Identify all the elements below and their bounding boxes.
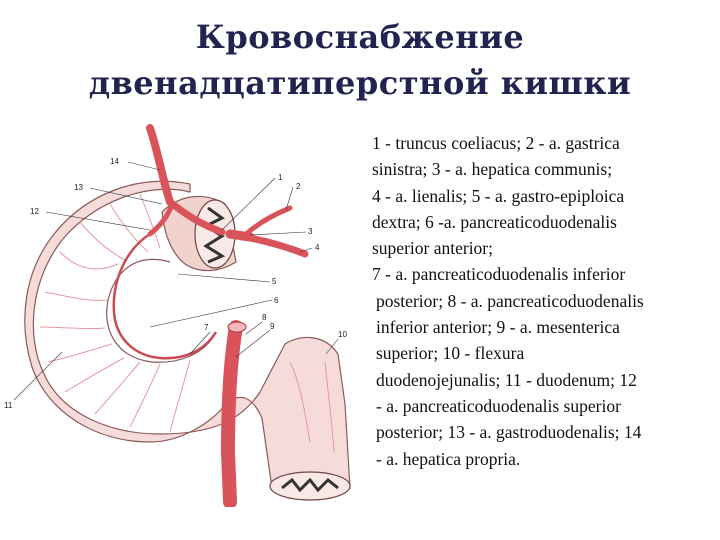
legend-line: - a. hepatica propria. (376, 448, 521, 469)
legend-text (372, 130, 717, 472)
label-5: 5 (272, 277, 277, 286)
label-4: 4 (315, 243, 320, 252)
label-10: 10 (338, 330, 347, 339)
legend-line: superior; 10 - flexura (376, 343, 525, 364)
label-6: 6 (274, 296, 279, 305)
slide-title (0, 14, 720, 106)
legend-line: inferior anterior; 9 - a. mesenterica (376, 317, 620, 338)
label-11: 11 (4, 401, 13, 410)
legend-line: posterior; 8 - a. pancreaticoduodenalis (376, 290, 644, 311)
a-lienalis (240, 236, 305, 254)
title-line-2: двенадцатиперстной кишки (88, 64, 632, 102)
label-13: 13 (74, 183, 83, 192)
legend-line: posterior; 13 - a. gastroduodenalis; 14 (376, 422, 642, 443)
legend-line: superior anterior; (372, 238, 493, 259)
anatomy-drawing (0, 122, 372, 507)
label-14: 14 (110, 157, 119, 166)
legend-line: sinistra; 3 - a. hepatica communis; (372, 159, 613, 180)
label-12: 12 (30, 207, 39, 216)
lower-lumen-cut (270, 472, 350, 500)
legend-line: duodenojejunalis; 11 - duodenum; 12 (376, 369, 637, 390)
a-mesenterica-superior (228, 327, 236, 502)
a-gastrica-sinistra (246, 208, 290, 234)
label-8: 8 (262, 313, 267, 322)
legend-line: - a. pancreaticoduodenalis superior (376, 395, 621, 416)
title-line-1: Кровоснабжение (195, 18, 525, 56)
label-1: 1 (278, 173, 283, 182)
legend-line: dextra; 6 -a. pancreaticoduodenalis (372, 211, 617, 232)
label-9: 9 (270, 322, 275, 331)
legend-line: 1 - truncus coeliacus; 2 - a. gastrica (372, 133, 620, 153)
legend-line: 4 - a. lienalis; 5 - a. gastro-epiploica (372, 185, 625, 206)
duodenum-inner-curve (107, 259, 214, 362)
mesenteric-cut (228, 322, 246, 332)
legend-line: 7 - a. pancreaticoduodenalis inferior (372, 264, 626, 285)
label-3: 3 (308, 227, 313, 236)
duodenum-blood-supply-illustration (0, 122, 372, 507)
a-hepatica-propria (150, 128, 170, 202)
label-2: 2 (296, 182, 301, 191)
label-7: 7 (204, 323, 209, 332)
